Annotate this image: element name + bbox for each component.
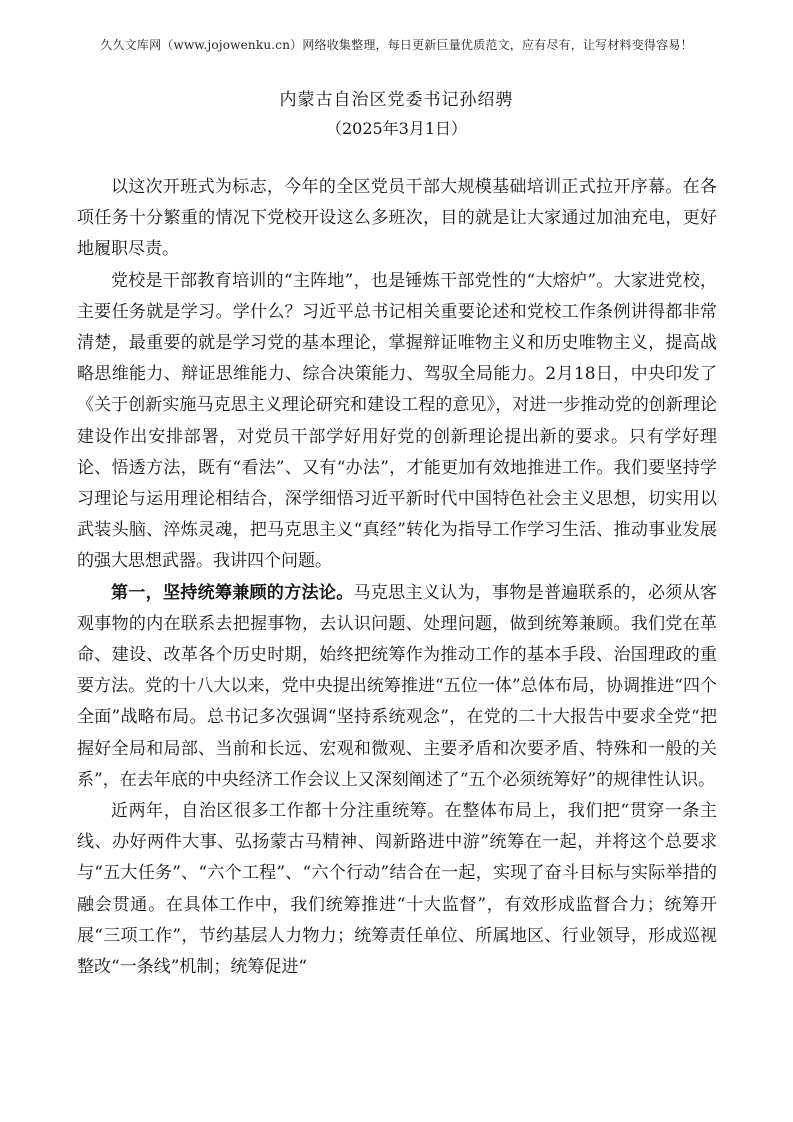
paragraph-text: 马克思主义认为，事物是普遍联系的，必须从客观事物的内在联系去把握事物，去认识问题、处理问题，做到统筹兼顾。我们党在革命、建设、改革各个历史时期，始终把统筹作为推动工作的基本手段、治国理政的重要方法。党的十八大以来，党中央提出统筹推进“五位一体”总体布局，协调推进“四个全面”战略布局。总书记多次强调“坚持系统观念”，在党的二十大报告中要求全党“把握好全局和局部、当前和长远、宏观和微观、主要矛盾和次要矛盾、特殊和一般的关系”，在去年底的中央经济工作会议上又深刻阐述了“五个必须统筹好”的规律性认识。	[77, 582, 718, 790]
paragraph-2	[77, 266, 717, 578]
paragraph-text: 党校是干部教育培训的“主阵地”，也是锤炼干部党性的“大熔炉”。大家进党校，主要任务就是学习。学什么？习近平总书记相关重要论述和党校工作条例讲得都非常清楚，最重要的就是学习党的基本理论，掌握辩证唯物主义和历史唯物主义，提高战略思维能力、辩证思维能力、综合决策能力、驾驭全局能力。2月18日，中央印发了《关于创新实施马克思主义理论研究和建设工程的意见》，对进一步推动党的创新理论建设作出安排部署，对党员干部学好用好党的创新理论提出新的要求。只有学好理论、悟透方法，既有“看法”、又有“办法”，才能更加有效地推进工作。我们要坚持学习理论与运用理论相结合，深学细悟习近平新时代中国特色社会主义思想，切实用以武装头脑、淬炼灵魂，把马克思主义“真经”转化为指导工作学习生活、推动事业发展的强大思想武器。我讲四个问题。	[77, 270, 717, 572]
site-header-line: 久久文库网（www.jojowenku.cn）网络收集整理，每日更新巨量优质范文，应有尽有，让写材料变得容易！	[100, 38, 693, 52]
paragraph-lead-heading: 第一，坚持统筹兼顾的方法论。	[111, 582, 354, 603]
paragraph-4	[77, 796, 717, 983]
paragraph-1	[77, 172, 717, 266]
document-title: 内蒙古自治区党委书记孙绍骋	[279, 90, 514, 110]
paragraph-text: 近两年，自治区很多工作都十分注重统筹。在整体布局上，我们把“贯穿一条主线、办好两件大事、弘扬蒙古马精神、闯新路进中游”统筹在一起，并将这个总要求与“五大任务”、“六个工程”、“六个行动”结合在一起，实现了奋斗目标与实际举措的融会贯通。在具体工作中，我们统筹推进“十大监督”，有效形成监督合力；统筹开展“三项工作”，节约基层人力物力；统筹责任单位、所属地区、行业领导，形成巡视整改“一条线”机制；统筹促进“	[77, 801, 717, 978]
paragraph-text: 以这次开班式为标志，今年的全区党员干部大规模基础培训正式拉开序幕。在各项任务十分繁重的情况下党校开设这么多班次，目的就是让大家通过加油充电，更好地履职尽责。	[77, 177, 717, 260]
paragraph-3	[77, 578, 717, 796]
document-date: （2025年3月1日）	[325, 119, 468, 138]
document-body	[77, 172, 717, 983]
